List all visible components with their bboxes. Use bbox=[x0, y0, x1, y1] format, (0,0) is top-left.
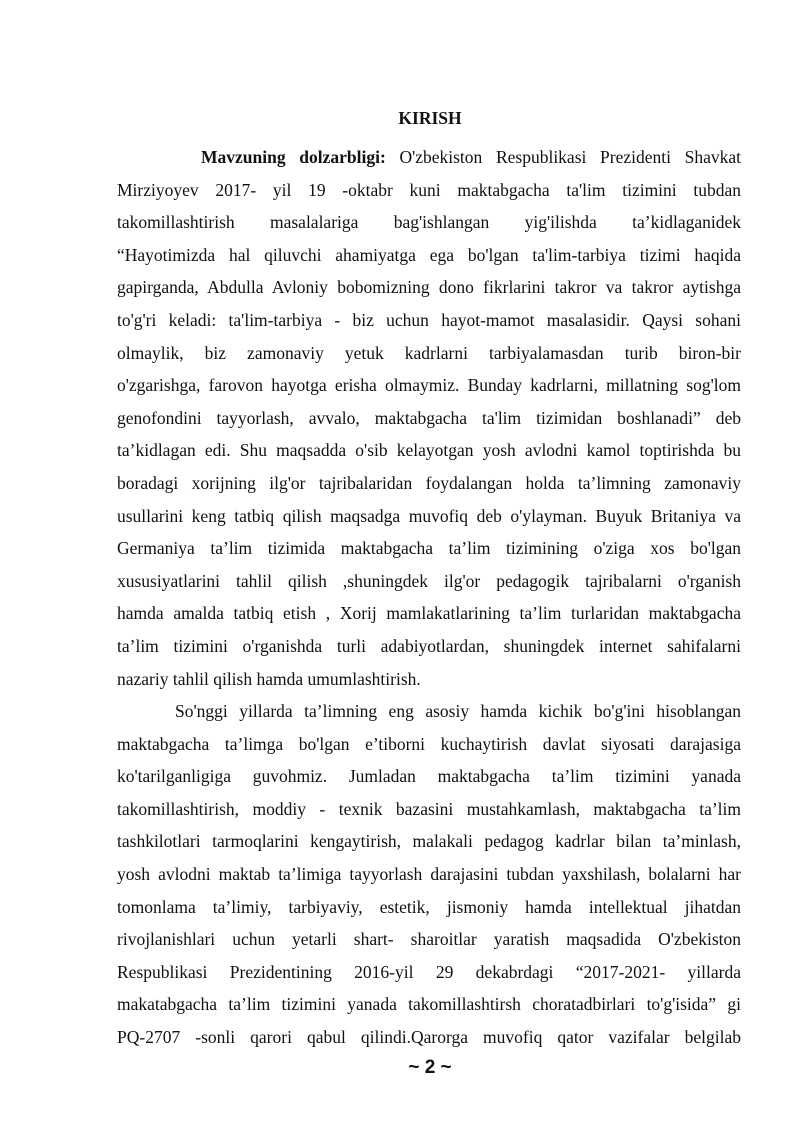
paragraph-line: tomonlama ta’limiy, tarbiyaviy, estetik, jismoniy hamda intellektual jihatdan bbox=[117, 896, 741, 917]
page-title: KIRISH bbox=[398, 108, 462, 128]
paragraph-line: makatabgacha ta’lim tizimini yanada takomillashtirsh choratadbirlari to'g'isida” gi bbox=[117, 994, 741, 1015]
paragraph-line: o'zgarishga, farovon hayotga erisha olmaymiz. Bunday kadrlarni, millatning sog'lom bbox=[117, 375, 741, 396]
body-text bbox=[117, 141, 741, 1054]
paragraph-line: ta’lim tizimini o'rganishda turli adabiyotlardan, shuningdek internet sahifalarni bbox=[117, 635, 741, 656]
paragraph-line: Germaniya ta’lim tizimida maktabgacha ta’lim tizimining o'ziga xos bo'lgan bbox=[117, 538, 741, 559]
paragraph-line: gapirganda, Abdulla Avloniy bobomizning dono fikrlarini takror va takror aytishga bbox=[117, 277, 741, 298]
paragraph-line: ta’kidlagan edi. Shu maqsadda o'sib kelayotgan yosh avlodni kamol toptirishda bu bbox=[117, 440, 741, 461]
lead-label: Mavzuning dolzarbligi: bbox=[201, 147, 386, 167]
paragraph-1 bbox=[117, 141, 741, 695]
paragraph-line: hamda amalda tatbiq etish , Xorij mamlakatlarining ta’lim turlaridan maktabgacha bbox=[117, 603, 741, 624]
paragraph-line: rivojlanishlari uchun yetarli shart- sharoitlar yaratish maqsadida O'zbekiston bbox=[117, 929, 741, 950]
paragraph-line: PQ-2707 -sonli qarori qabul qilindi.Qarorga muvofiq qator vazifalar belgilab bbox=[117, 1027, 741, 1048]
paragraph-line: usullarini keng tatbiq qilish maqsadga muvofiq deb o'ylayman. Buyuk Britaniya va bbox=[117, 505, 741, 526]
paragraph-line: maktabgacha ta’limga bo'lgan e’tiborni kuchaytirish davlat siyosati darajasiga bbox=[117, 733, 741, 754]
paragraph-line: Mirziyoyev 2017- yil 19 -oktabr kuni maktabgacha ta'lim tizimini tubdan bbox=[117, 179, 741, 200]
page-number: ~ 2 ~ bbox=[408, 1057, 452, 1078]
paragraph-line: So'nggi yillarda ta’limning eng asosiy hamda kichik bo'g'ini hisoblangan bbox=[175, 701, 741, 722]
paragraph-line: xususiyatlarini tahlil qilish ,shuningdek ilg'or pedagogik tajribalarni o'rganish bbox=[117, 570, 741, 591]
paragraph-line: Respublikasi Prezidentining 2016-yil 29 dekabrdagi “2017-2021- yillarda bbox=[117, 961, 741, 982]
paragraph-line: to'g'ri keladi: ta'lim-tarbiya - biz uchun hayot-mamot masalasidir. Qaysi sohani bbox=[117, 309, 741, 330]
paragraph-2 bbox=[117, 695, 741, 1054]
paragraph-line: yosh avlodni maktab ta’limiga tayyorlash darajasini tubdan yaxshilash, bolalarni har bbox=[117, 864, 741, 885]
paragraph-line: olmaylik, biz zamonaviy yetuk kadrlarni tarbiyalamasdan turib biron-bir bbox=[117, 342, 741, 363]
paragraph-line: nazariy tahlil qilish hamda umumlashtirish. bbox=[117, 668, 421, 689]
paragraph-line: tashkilotlari tarmoqlarini kengaytirish, malakali pedagog kadrlar bilan ta’minlash, bbox=[117, 831, 741, 852]
paragraph-line: takomillashtirish, moddiy - texnik bazasini mustahkamlash, maktabgacha ta’lim bbox=[117, 798, 741, 819]
paragraph-line: genofondini tayyorlash, avvalo, maktabgacha ta'lim tizimidan boshlanadi” deb bbox=[117, 407, 741, 428]
paragraph-line: takomillashtirish masalalariga bag'ishlangan yig'ilishda ta’kidlaganidek bbox=[117, 212, 741, 233]
paragraph-line: boradagi xorijning ilg'or tajribalaridan foydalangan holda ta’limning zamonaviy bbox=[117, 472, 741, 493]
paragraph-line: “Hayotimizda hal qiluvchi ahamiyatga ega bo'lgan ta'lim-tarbiya tizimi haqida bbox=[117, 244, 741, 265]
paragraph-line: Mavzuning dolzarbligi: O'zbekiston Respublikasi Prezidenti Shavkat bbox=[201, 147, 741, 167]
paragraph-line: ko'tarilganligiga guvohmiz. Jumladan maktabgacha ta’lim tizimini yanada bbox=[117, 766, 741, 787]
